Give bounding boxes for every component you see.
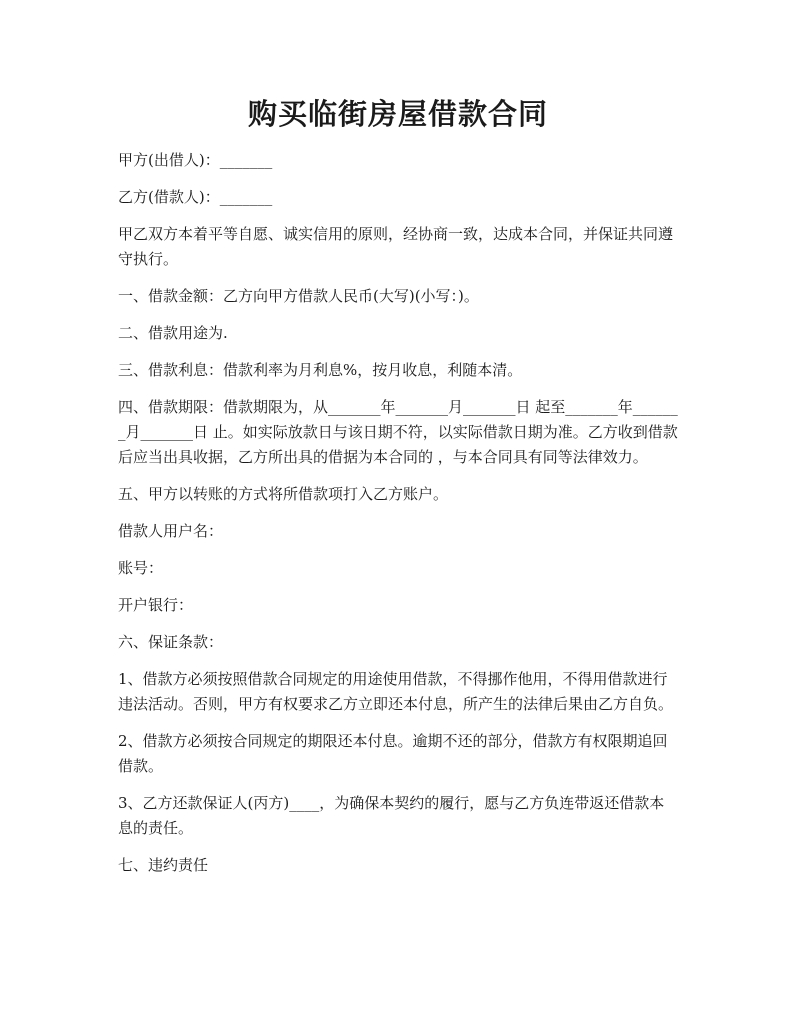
borrower-bank: 开户银行： (118, 596, 194, 614)
guarantee-item-3: 3、乙方还款保证人(丙方)____，为确保本契约的履行，愿与乙方负连带返还借款本息的责任。 (118, 794, 665, 837)
borrower-account-name: 借款人用户名： (118, 522, 224, 540)
guarantee-item-2: 2、借款方必须按合同规定的期限还本付息。逾期不还的部分，借款方有权限期追回借款。 (118, 732, 668, 775)
clause-loan-term: 四、借款期限：借款期限为，从_______年_______月_______日 起至_______年_______月_______日 止。如实际放款日与该日期不符，以实际借款日期为准。乙方收到借款后应当出具收据，乙方所出具的借据为本合同的 ，与本合同具有同等法律效力。 (118, 398, 678, 466)
document-body (118, 148, 678, 890)
clause-loan-amount: 一、借款金额：乙方向甲方借款人民币(大写)(小写：)。 (118, 287, 479, 305)
clause-transfer-method: 五、甲方以转账的方式将所借款项打入乙方账户。 (118, 485, 449, 503)
party-b-line: 乙方(借款人)：_______ (118, 188, 273, 206)
party-a-line: 甲方(出借人)：_______ (118, 151, 273, 169)
preamble-paragraph: 甲乙双方本着平等自愿、诚实信用的原则，经协商一致，达成本合同，并保证共同遵守执行。 (118, 225, 674, 268)
clause-loan-interest: 三、借款利息：借款利率为月利息%，按月收息，利随本清。 (118, 361, 523, 379)
clause-breach-heading: 七、违约责任 (118, 856, 209, 874)
clause-guarantee-heading: 六、保证条款： (118, 633, 224, 651)
clause-loan-purpose: 二、借款用途为. (118, 324, 228, 342)
borrower-account-number: 账号： (118, 559, 164, 577)
guarantee-item-1: 1、借款方必须按照借款合同规定的用途使用借款，不得挪作他用，不得用借款进行违法活动。否则，甲方有权要求乙方立即还本付息，所产生的法律后果由乙方自负。 (118, 670, 674, 713)
document-title: 购买临街房屋借款合同 (247, 97, 548, 131)
